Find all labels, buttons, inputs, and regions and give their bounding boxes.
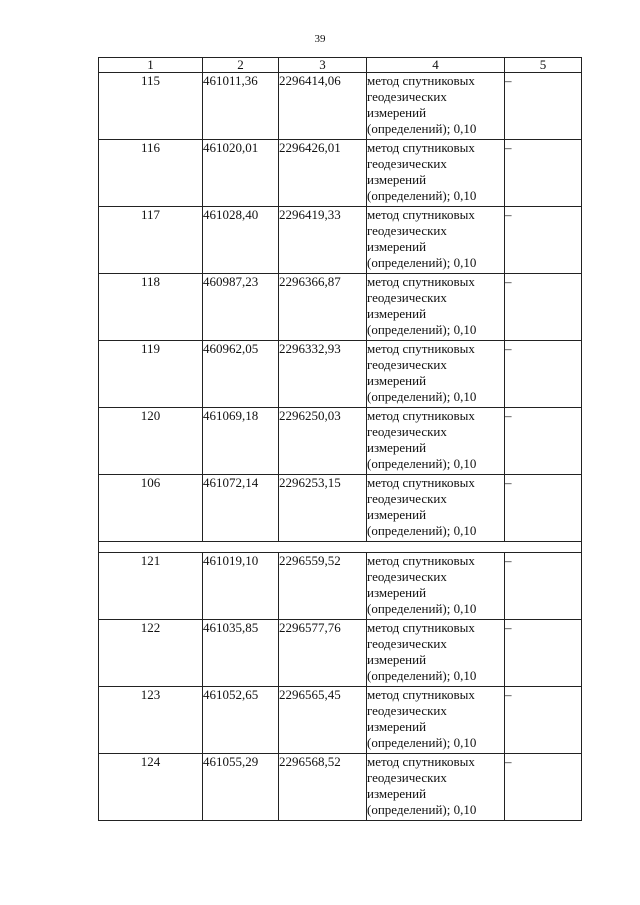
table-row bbox=[99, 687, 582, 754]
method-cell bbox=[367, 687, 505, 754]
description-cell: – bbox=[505, 754, 582, 821]
x-coordinate-cell: 461020,01 bbox=[203, 140, 279, 207]
method-line: геодезических bbox=[367, 703, 447, 718]
method-cell bbox=[367, 341, 505, 408]
method-line: метод спутниковых bbox=[367, 620, 475, 635]
table-row bbox=[99, 274, 582, 341]
method-line: измерений bbox=[367, 652, 427, 667]
method-line: (определений); 0,10 bbox=[367, 456, 477, 471]
point-number-cell: 115 bbox=[99, 73, 203, 140]
x-coordinate-cell: 461055,29 bbox=[203, 754, 279, 821]
point-number-cell: 121 bbox=[99, 553, 203, 620]
method-cell bbox=[367, 73, 505, 140]
method-line: метод спутниковых bbox=[367, 408, 475, 423]
method-line: геодезических bbox=[367, 636, 447, 651]
point-number-cell: 106 bbox=[99, 475, 203, 542]
header-cell: 3 bbox=[279, 58, 367, 73]
method-line: измерений bbox=[367, 507, 427, 522]
method-line: геодезических bbox=[367, 424, 447, 439]
header-cell: 2 bbox=[203, 58, 279, 73]
y-coordinate-cell: 2296366,87 bbox=[279, 274, 367, 341]
description-cell: – bbox=[505, 553, 582, 620]
method-line: метод спутниковых bbox=[367, 754, 475, 769]
method-line: геодезических bbox=[367, 770, 447, 785]
method-line: геодезических bbox=[367, 223, 447, 238]
description-cell: – bbox=[505, 73, 582, 140]
method-line: (определений); 0,10 bbox=[367, 322, 477, 337]
description-cell: – bbox=[505, 687, 582, 754]
coordinates-table bbox=[98, 57, 582, 821]
y-coordinate-cell: 2296253,15 bbox=[279, 475, 367, 542]
table-row bbox=[99, 408, 582, 475]
method-line: (определений); 0,10 bbox=[367, 523, 477, 538]
x-coordinate-cell: 461069,18 bbox=[203, 408, 279, 475]
method-line: метод спутниковых bbox=[367, 475, 475, 490]
y-coordinate-cell: 2296414,06 bbox=[279, 73, 367, 140]
table-row bbox=[99, 754, 582, 821]
description-cell: – bbox=[505, 341, 582, 408]
table-row bbox=[99, 620, 582, 687]
method-line: (определений); 0,10 bbox=[367, 255, 477, 270]
x-coordinate-cell: 461052,65 bbox=[203, 687, 279, 754]
method-line: измерений bbox=[367, 239, 427, 254]
x-coordinate-cell: 461072,14 bbox=[203, 475, 279, 542]
header-cell: 5 bbox=[505, 58, 582, 73]
method-line: (определений); 0,10 bbox=[367, 121, 477, 136]
table-row bbox=[99, 73, 582, 140]
method-line: геодезических bbox=[367, 569, 447, 584]
method-cell bbox=[367, 754, 505, 821]
method-line: (определений); 0,10 bbox=[367, 802, 477, 817]
method-line: метод спутниковых bbox=[367, 341, 475, 356]
table-row bbox=[99, 475, 582, 542]
method-cell bbox=[367, 620, 505, 687]
separator-row bbox=[99, 542, 582, 553]
x-coordinate-cell: 461011,36 bbox=[203, 73, 279, 140]
method-line: измерений bbox=[367, 585, 427, 600]
y-coordinate-cell: 2296568,52 bbox=[279, 754, 367, 821]
method-line: геодезических bbox=[367, 156, 447, 171]
method-line: (определений); 0,10 bbox=[367, 601, 477, 616]
point-number-cell: 119 bbox=[99, 341, 203, 408]
method-line: метод спутниковых bbox=[367, 140, 475, 155]
point-number-cell: 117 bbox=[99, 207, 203, 274]
method-line: метод спутниковых bbox=[367, 553, 475, 568]
y-coordinate-cell: 2296419,33 bbox=[279, 207, 367, 274]
method-line: геодезических bbox=[367, 357, 447, 372]
table-row bbox=[99, 553, 582, 620]
description-cell: – bbox=[505, 408, 582, 475]
y-coordinate-cell: 2296577,76 bbox=[279, 620, 367, 687]
method-cell bbox=[367, 140, 505, 207]
description-cell: – bbox=[505, 620, 582, 687]
method-line: геодезических bbox=[367, 290, 447, 305]
method-line: геодезических bbox=[367, 89, 447, 104]
separator-cell bbox=[99, 542, 582, 553]
method-line: метод спутниковых bbox=[367, 207, 475, 222]
method-line: геодезических bbox=[367, 491, 447, 506]
table-header-row bbox=[99, 58, 582, 73]
point-number-cell: 120 bbox=[99, 408, 203, 475]
method-line: (определений); 0,10 bbox=[367, 389, 477, 404]
y-coordinate-cell: 2296250,03 bbox=[279, 408, 367, 475]
method-line: измерений bbox=[367, 440, 427, 455]
method-cell bbox=[367, 553, 505, 620]
method-line: измерений bbox=[367, 306, 427, 321]
method-line: (определений); 0,10 bbox=[367, 668, 477, 683]
header-cell: 1 bbox=[99, 58, 203, 73]
method-cell bbox=[367, 207, 505, 274]
point-number-cell: 116 bbox=[99, 140, 203, 207]
method-line: метод спутниковых bbox=[367, 274, 475, 289]
y-coordinate-cell: 2296332,93 bbox=[279, 341, 367, 408]
table-row bbox=[99, 341, 582, 408]
description-cell: – bbox=[505, 274, 582, 341]
y-coordinate-cell: 2296426,01 bbox=[279, 140, 367, 207]
method-line: метод спутниковых bbox=[367, 73, 475, 88]
method-cell bbox=[367, 408, 505, 475]
method-cell bbox=[367, 274, 505, 341]
method-line: метод спутниковых bbox=[367, 687, 475, 702]
table-row bbox=[99, 207, 582, 274]
x-coordinate-cell: 460987,23 bbox=[203, 274, 279, 341]
method-line: (определений); 0,10 bbox=[367, 188, 477, 203]
method-line: измерений bbox=[367, 719, 427, 734]
x-coordinate-cell: 460962,05 bbox=[203, 341, 279, 408]
page-number: 39 bbox=[314, 33, 326, 45]
method-line: измерений bbox=[367, 105, 427, 120]
table-row bbox=[99, 140, 582, 207]
point-number-cell: 118 bbox=[99, 274, 203, 341]
y-coordinate-cell: 2296565,45 bbox=[279, 687, 367, 754]
method-line: (определений); 0,10 bbox=[367, 735, 477, 750]
header-cell: 4 bbox=[367, 58, 505, 73]
method-line: измерений bbox=[367, 786, 427, 801]
description-cell: – bbox=[505, 140, 582, 207]
description-cell: – bbox=[505, 207, 582, 274]
point-number-cell: 124 bbox=[99, 754, 203, 821]
point-number-cell: 123 bbox=[99, 687, 203, 754]
x-coordinate-cell: 461028,40 bbox=[203, 207, 279, 274]
method-line: измерений bbox=[367, 373, 427, 388]
description-cell: – bbox=[505, 475, 582, 542]
point-number-cell: 122 bbox=[99, 620, 203, 687]
method-line: измерений bbox=[367, 172, 427, 187]
x-coordinate-cell: 461035,85 bbox=[203, 620, 279, 687]
x-coordinate-cell: 461019,10 bbox=[203, 553, 279, 620]
y-coordinate-cell: 2296559,52 bbox=[279, 553, 367, 620]
method-cell bbox=[367, 475, 505, 542]
